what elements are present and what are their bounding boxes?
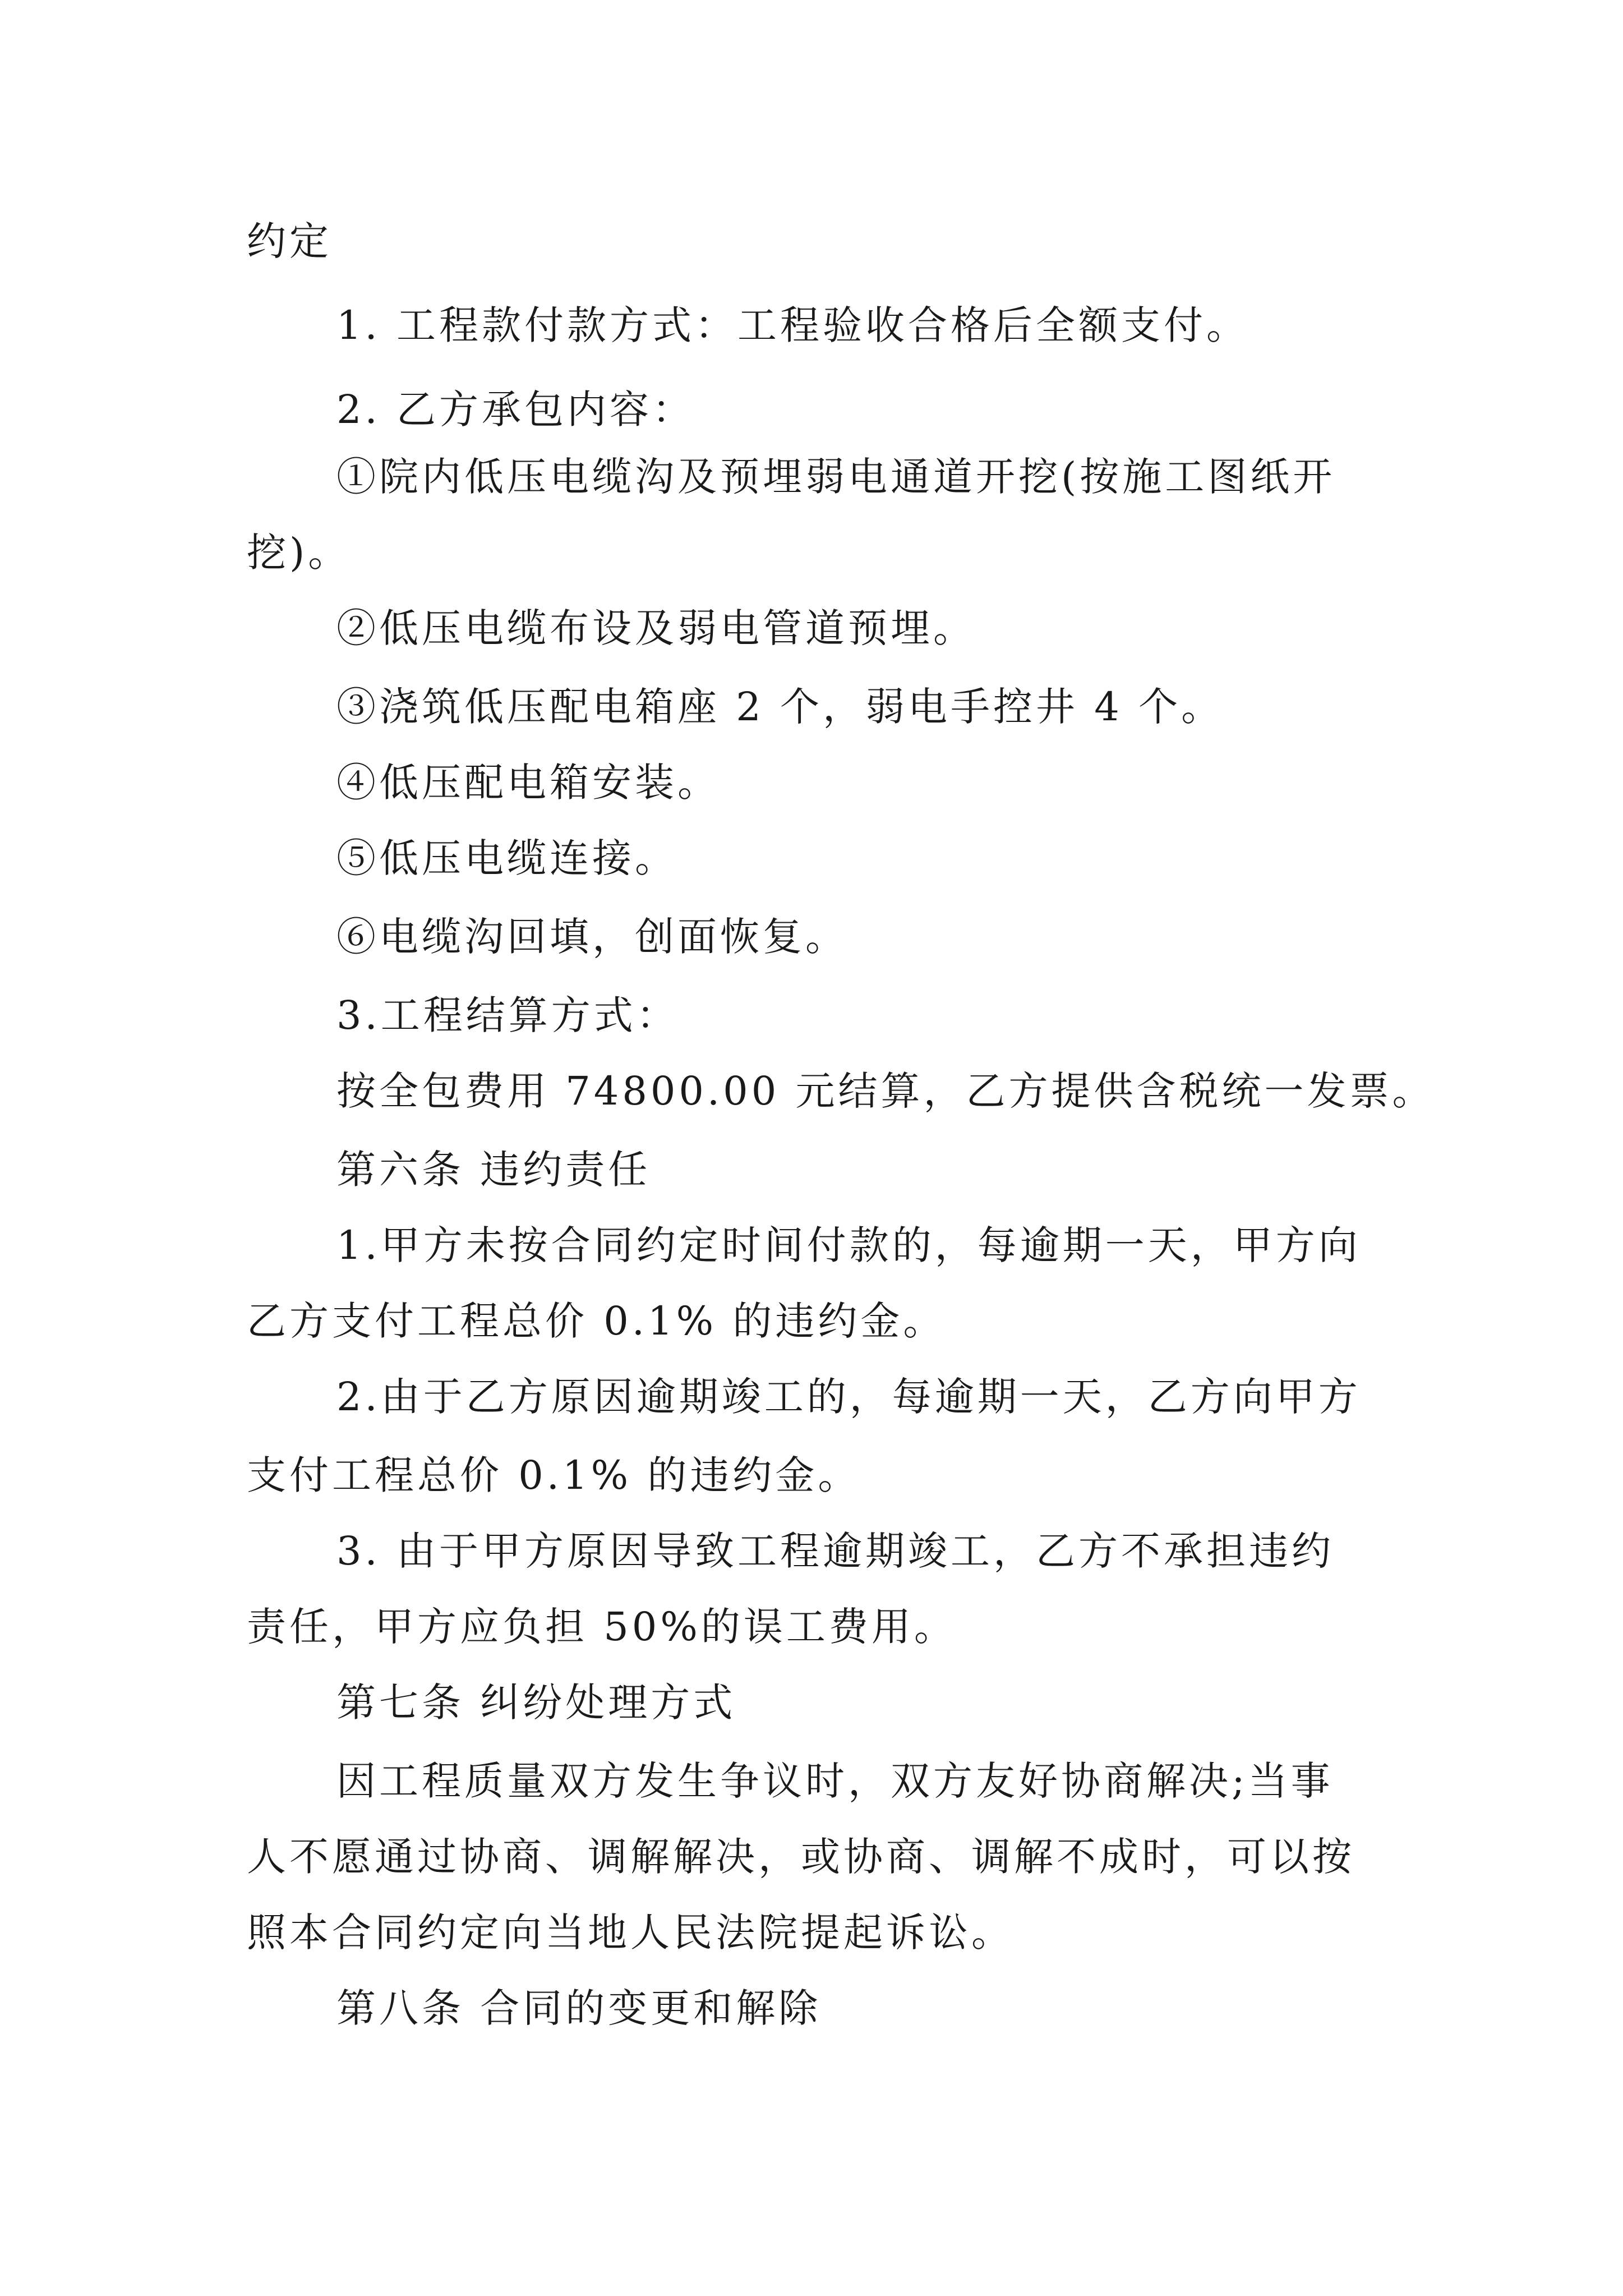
section-heading: 第六条 违约责任	[336, 1147, 651, 1193]
text-line: ①院内低压电缆沟及预埋弱电通道开挖(按施工图纸开	[336, 454, 1336, 500]
text-line: 照本合同约定向当地人民法院提起诉讼。	[247, 1910, 1014, 1955]
text-line: 2. 乙方承包内容：	[336, 386, 695, 432]
text-line: 人不愿通过协商、调解解决，或协商、调解不成时，可以按	[247, 1834, 1355, 1880]
text-line: 约定	[247, 218, 332, 264]
text-line: 支付工程总价 0.1% 的违约金。	[247, 1452, 861, 1498]
text-line: ⑥电缆沟回填，创面恢复。	[336, 914, 848, 960]
section-heading: 第八条 合同的变更和解除	[336, 1985, 822, 2031]
text-line: ③浇筑低压配电箱座 2 个，弱电手控井 4 个。	[336, 684, 1224, 730]
text-line: 2.由于乙方原因逾期竣工的，每逾期一天，乙方向甲方	[336, 1374, 1361, 1420]
text-line: ④低压配电箱安装。	[336, 760, 720, 806]
section-heading: 第七条 纠纷处理方式	[336, 1680, 736, 1726]
text-line: 3.工程结算方式：	[336, 992, 679, 1038]
text-line: 1. 工程款付款方式：工程验收合格后全额支付。	[336, 302, 1249, 348]
text-line: ②低压电缆布设及弱电管道预埋。	[336, 605, 976, 651]
text-line: 1.甲方未按合同约定时间付款的，每逾期一天，甲方向	[336, 1222, 1361, 1268]
text-line: 责任，甲方应负担 50%的误工费用。	[247, 1604, 957, 1650]
text-line: ⑤低压电缆连接。	[336, 835, 677, 881]
text-line: 按全包费用 74800.00 元结算，乙方提供含税统一发票。	[336, 1068, 1435, 1114]
text-line: 因工程质量双方发生争议时，双方友好协商解决;当事	[336, 1758, 1334, 1804]
text-line: 挖)。	[247, 530, 351, 576]
text-line: 乙方支付工程总价 0.1% 的违约金。	[247, 1298, 946, 1344]
text-line: 3. 由于甲方原因导致工程逾期竣工，乙方不承担违约	[336, 1528, 1335, 1574]
